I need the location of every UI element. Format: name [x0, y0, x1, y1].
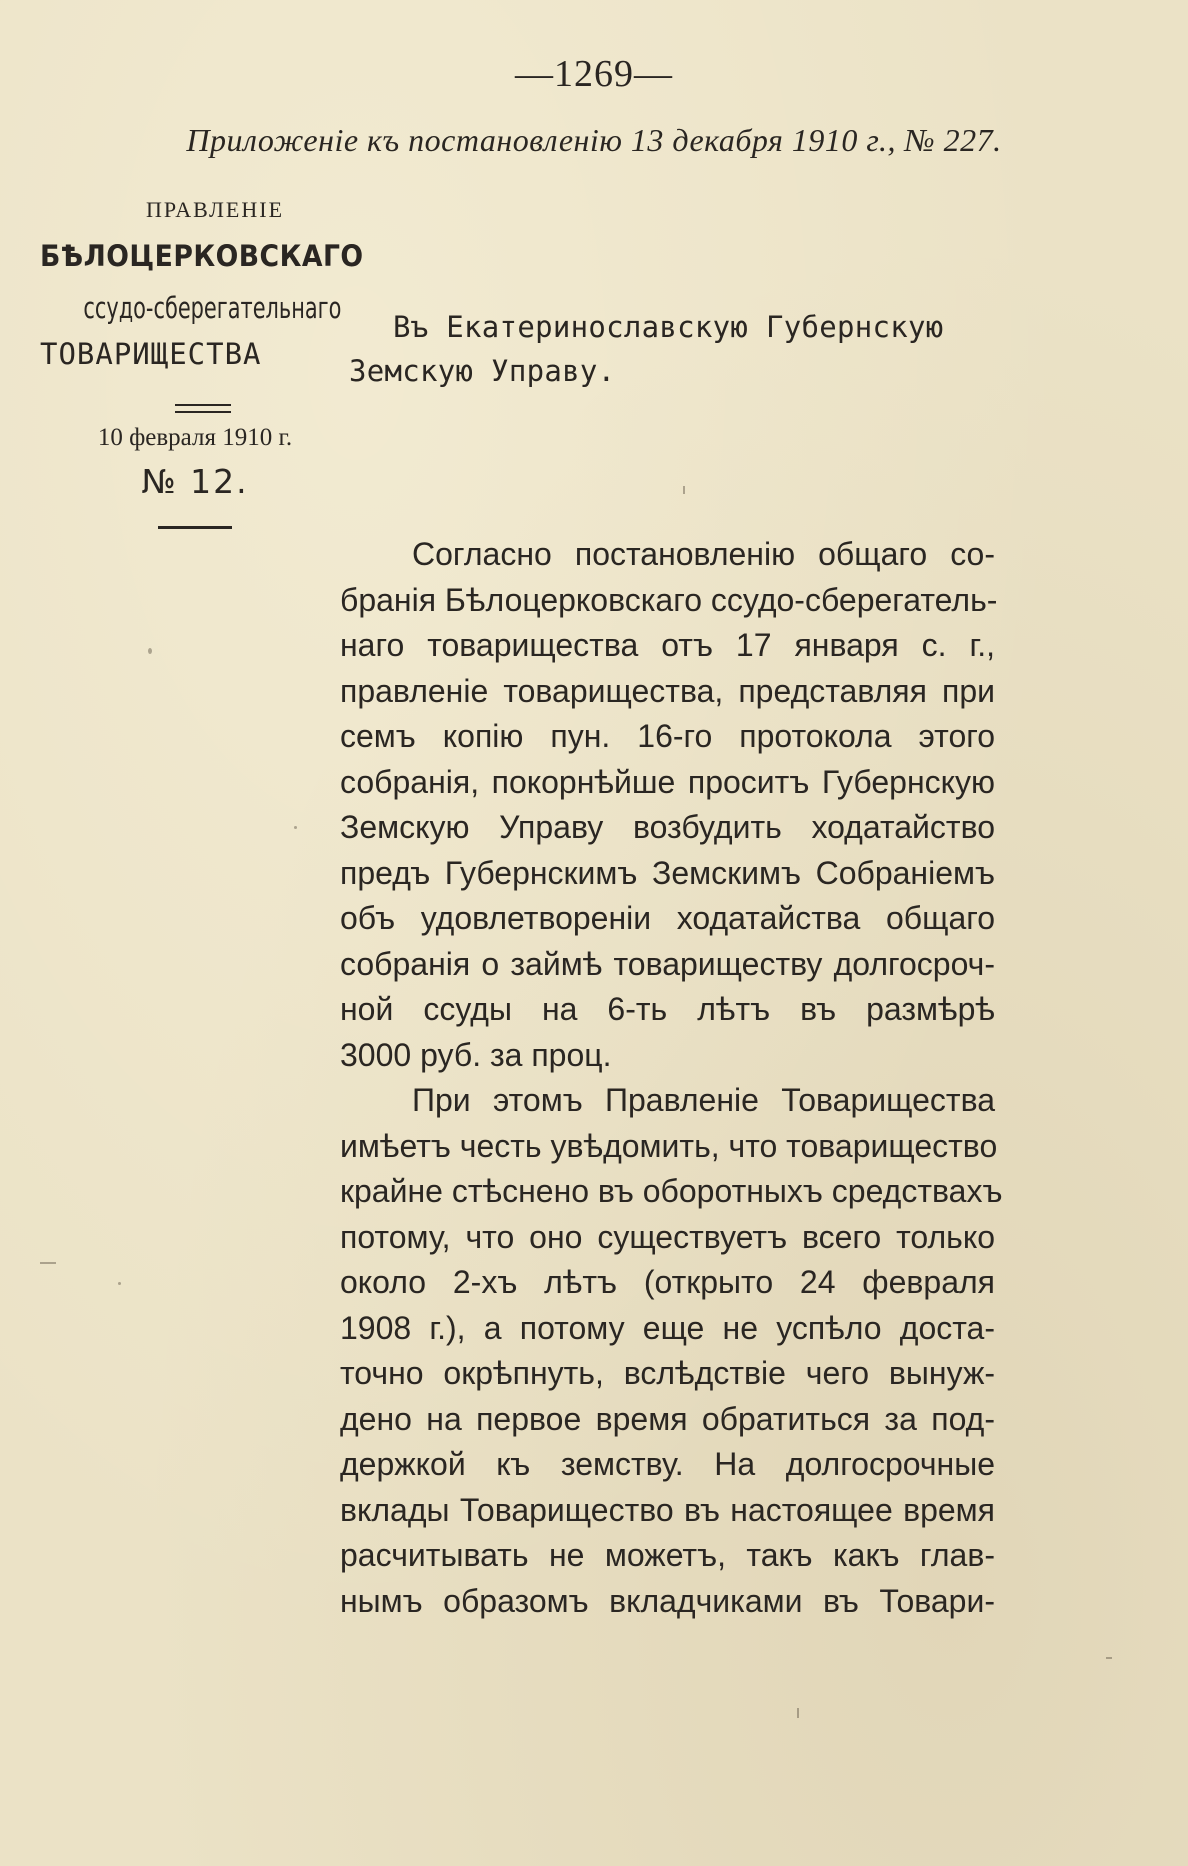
document-number: № 12.	[141, 462, 249, 501]
body-line: около 2-хъ лѣтъ (открыто 24 февраля	[340, 1264, 995, 1300]
body-line: Согласно постановленію общаго со-	[412, 536, 995, 572]
document-date: 10 февраля 1910 г.	[97, 424, 293, 451]
body-line: бранія Бѣлоцерковскаго ссудо-сберегатель-	[340, 581, 998, 618]
appendix-note: Приложеніе къ постановленію 13 декабря 1910 г., № 227.	[186, 122, 1002, 158]
body-line: точно окрѣпнуть, вслѣдствіе чего вынуж-	[340, 1355, 995, 1391]
body-line: нымъ образомъ вкладчиками въ Товари-	[340, 1582, 995, 1619]
paper-speck	[118, 1282, 121, 1285]
body-line: вклады Товарищество въ настоящее время	[340, 1491, 995, 1528]
paper-speck	[148, 648, 152, 654]
body-line: собранія о займѣ товариществу долгосроч-	[340, 945, 995, 982]
body-line: дено на первое время обратиться за под-	[340, 1400, 995, 1437]
paper-speck	[797, 1708, 799, 1718]
paper-speck	[294, 826, 297, 829]
recipient-line-1: Въ Екатеринославскую Губернскую	[393, 310, 944, 344]
body-line: потому, что оно существуетъ всего только	[340, 1218, 995, 1255]
body-line: держкой къ земству. На долгосрочные	[340, 1446, 995, 1482]
body-line: При этомъ Правленіе Товарищества	[412, 1082, 995, 1118]
recipient-line-2: Земскую Управу.	[349, 354, 616, 388]
body-line: правленіе товарищества, представляя при	[340, 672, 995, 709]
paper-speck	[40, 1262, 56, 1264]
sender-org-name: БѢЛОЦЕРКОВСКАГО	[40, 239, 364, 273]
sender-org-partnership: ТОВАРИЩЕСТВА	[40, 337, 262, 371]
body-line: семъ копію пун. 16-го протокола этого	[340, 718, 995, 754]
body-line: 3000 руб. за проц.	[340, 1036, 612, 1073]
body-line: наго товарищества отъ 17 января с. г.,	[340, 627, 995, 663]
body-line: имѣетъ честь увѣдомить, что товарищество	[340, 1127, 998, 1164]
body-line: крайне стѣснено въ оборотныхъ средствахъ	[340, 1173, 1003, 1209]
body-line: 1908 г.), а потому еще не успѣло доста-	[340, 1309, 995, 1346]
body-line: ной ссуды на 6-ть лѣтъ въ размѣрѣ	[340, 991, 995, 1027]
body-line: собранія, покорнѣйше проситъ Губернскую	[340, 763, 995, 800]
rule-divider	[158, 526, 232, 529]
sender-board: ПРАВЛЕНІЕ	[145, 197, 285, 222]
sender-block	[40, 196, 364, 374]
sender-org-type: ссудо-сберегательнаго	[83, 291, 342, 325]
body-line: Земскую Управу возбудить ходатайство	[340, 809, 995, 845]
paper-speck	[683, 486, 685, 494]
body-line: объ удовлетвореніи ходатайства общаго	[340, 900, 995, 936]
page-number: —1269—	[515, 53, 673, 95]
body-line: предъ Губернскимъ Земскимъ Собраніемъ	[340, 854, 995, 891]
body-line: расчитывать не можетъ, такъ какъ глав-	[340, 1537, 995, 1573]
double-rule-divider	[175, 404, 231, 413]
paper-speck	[1106, 1657, 1112, 1659]
letter-body	[340, 532, 1003, 1624]
